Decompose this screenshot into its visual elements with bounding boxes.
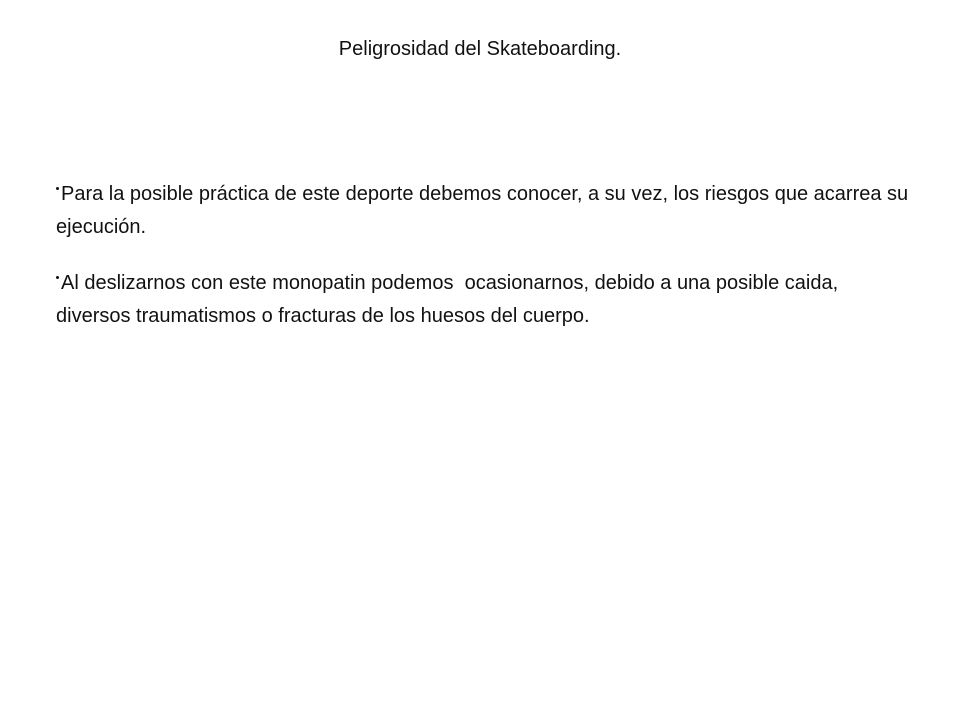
- bullet-list: [56, 178, 916, 356]
- slide-title: Peligrosidad del Skateboarding.: [338, 38, 622, 60]
- bullet-item: [56, 267, 916, 333]
- bullet-item: [56, 178, 916, 244]
- bullet-text: Para la posible práctica de este deporte debemos conocer, a su vez, los riesgos que acarrea su ejecución.: [56, 183, 909, 238]
- bullet-dot-icon: [56, 276, 59, 279]
- bullet-dot-icon: [56, 187, 59, 190]
- bullet-text: Al deslizarnos con este monopatin podemos ocasionarnos, debido a una posible caida, diversos traumatismos o fracturas de los huesos del cuerpo.: [56, 272, 844, 327]
